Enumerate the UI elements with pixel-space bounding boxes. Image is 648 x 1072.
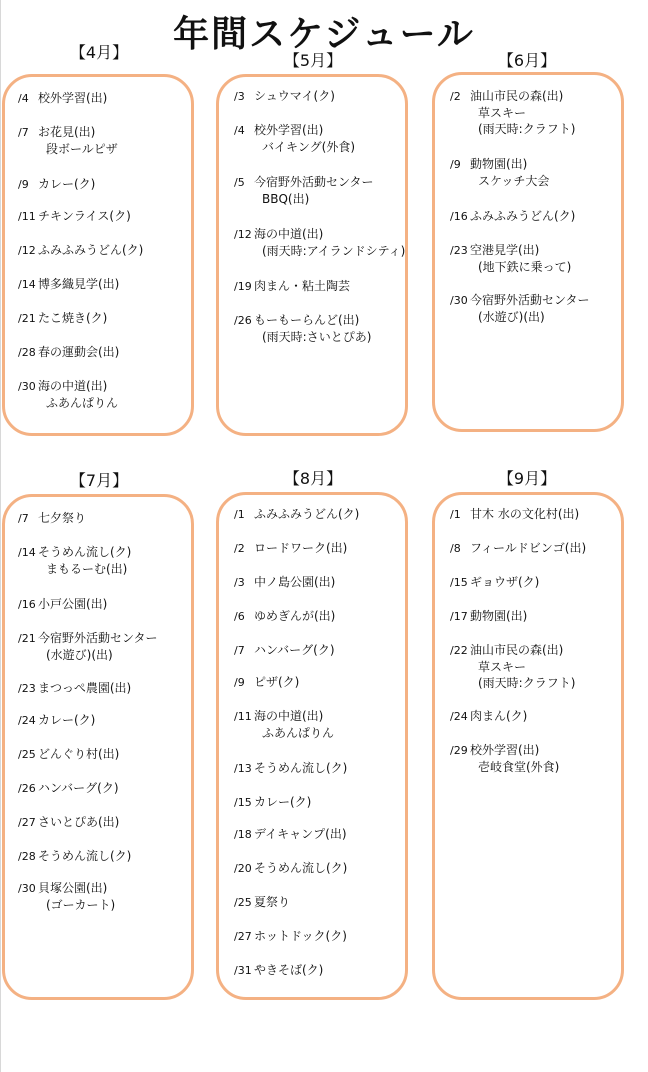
entry-event: まつっぺ農園(出) [38,681,132,695]
schedule-entry [234,540,347,557]
month-heading: 【8月】 [283,469,343,488]
entry-detail: (雨天時:さいとぴあ) [262,330,372,344]
schedule-entry [234,608,335,625]
entry-date: /27 [18,816,36,829]
schedule-entry [450,208,575,225]
schedule-entry [18,208,131,225]
entry-event: そうめん流し(ク) [254,861,348,875]
schedule-entry [450,506,579,523]
schedule-entry [234,894,290,911]
month-heading: 【7月】 [69,471,129,490]
entry-event: 小戸公園(出) [38,597,108,611]
schedule-entry [450,156,549,189]
entry-date: /9 [234,676,245,689]
entry-date: /9 [450,158,461,171]
entry-date: /14 [18,278,36,291]
schedule-entry [234,642,335,659]
schedule-entry [18,880,115,913]
page-title: 年間スケジュール [173,14,475,55]
entry-date: /25 [234,896,252,909]
schedule-entry [234,312,371,345]
entry-date: /24 [450,710,468,723]
entry-event: ふみふみうどん(ク) [470,209,576,223]
entry-date: /2 [234,542,245,555]
schedule-entry [18,90,107,107]
month-heading: 【5月】 [283,51,343,70]
entry-date: /5 [234,176,245,189]
entry-date: /14 [18,546,36,559]
schedule-entry [234,794,311,811]
entry-date: /4 [18,92,29,105]
entry-event: やきそば(ク) [254,963,324,977]
schedule-entry [234,708,334,741]
entry-date: /11 [234,710,252,723]
entry-event: 今宿野外活動センター [470,293,590,307]
entry-detail: まもるーむ(出) [46,562,128,576]
schedule-entry [450,642,575,691]
month-heading: 【4月】 [69,43,129,62]
entry-event: ピザ(ク) [254,675,300,689]
entry-date: /7 [18,126,29,139]
entry-date: /23 [18,682,36,695]
entry-date: /15 [450,576,468,589]
entry-event: 動物園(出) [470,609,528,623]
entry-event: さいとぴあ(出) [38,815,120,829]
schedule-entry [234,760,347,777]
schedule-entry [18,814,119,831]
entry-detail: (雨天時:アイランドシティ) [262,244,406,258]
entry-event: ゆめぎんが(出) [254,609,336,623]
schedule-entry [18,378,118,411]
entry-event: カレー(ク) [38,713,96,727]
entry-detail: (雨天時:クラフト) [478,676,576,690]
entry-event: 七夕祭り [38,511,87,525]
entry-detail: (雨天時:クラフト) [478,122,576,136]
entry-event: ふみふみうどん(ク) [38,243,144,257]
entry-detail: (ゴーカート) [46,898,116,912]
entry-detail: ふあんぱりん [46,396,119,410]
entry-detail: バイキング(外食) [262,140,356,154]
entry-date: /1 [234,508,245,521]
entry-event: 春の運動会(出) [38,345,120,359]
entry-event: 油山市民の森(出) [470,643,564,657]
entry-date: /6 [234,610,245,623]
schedule-entry [18,630,158,663]
entry-event: お花見(出) [38,125,96,139]
entry-event: どんぐり村(出) [38,747,120,761]
month-box [216,492,408,1000]
schedule-entry [450,540,586,557]
entry-detail: ふあんぱりん [262,726,335,740]
entry-event: カレー(ク) [254,795,312,809]
schedule-entry [18,510,86,527]
schedule-entry [234,506,359,523]
entry-date: /16 [450,210,468,223]
schedule-entry [18,848,131,865]
entry-date: /19 [234,280,252,293]
schedule-entry [234,674,299,691]
schedule-entry [18,124,118,157]
schedule-entry [450,88,575,137]
entry-event: 今宿野外活動センター [38,631,158,645]
entry-date: /30 [18,882,36,895]
entry-event: 貝塚公園(出) [38,881,108,895]
entry-detail: (地下鉄に乗って) [478,260,572,274]
schedule-entry [18,276,119,293]
entry-event: そうめん流し(ク) [38,545,132,559]
schedule-entry [450,708,527,725]
entry-date: /21 [18,312,36,325]
entry-event: チキンライス(ク) [38,209,131,223]
entry-detail: (水遊び)(出) [46,648,113,662]
entry-date: /25 [18,748,36,761]
schedule-entry [234,88,335,105]
entry-date: /1 [450,508,461,521]
entry-event: 校外学習(出) [254,123,324,137]
schedule-entry [234,826,347,843]
entry-event: 油山市民の森(出) [470,89,564,103]
entry-event: 空港見学(出) [470,243,540,257]
schedule-entry [450,242,571,275]
entry-detail: BBQ(出) [262,192,310,206]
entry-event: 中ノ島公園(出) [254,575,336,589]
entry-event: ハンバーグ(ク) [254,643,335,657]
entry-date: /26 [234,314,252,327]
entry-date: /16 [18,598,36,611]
entry-event: ギョウザ(ク) [470,575,540,589]
entry-event: ふみふみうどん(ク) [254,507,360,521]
entry-date: /20 [234,862,252,875]
entry-event: ホットドック(ク) [254,929,347,943]
entry-date: /26 [18,782,36,795]
entry-event: デイキャンプ(出) [254,827,347,841]
schedule-entry [18,680,131,697]
entry-event: 校外学習(出) [470,743,540,757]
schedule-entry [234,122,355,155]
entry-date: /8 [450,542,461,555]
entry-date: /12 [234,228,252,241]
entry-event: たこ焼き(ク) [38,311,108,325]
entry-date: /24 [18,714,36,727]
entry-detail: 段ボールピザ [46,142,118,156]
entry-event: 海の中道(出) [254,709,324,723]
entry-detail: 壱岐食堂(外食) [478,760,560,774]
entry-event: ハンバーグ(ク) [38,781,119,795]
entry-event: ロードワーク(出) [254,541,348,555]
entry-date: /3 [234,576,245,589]
entry-event: フィールドビンゴ(出) [470,541,587,555]
entry-detail: 草スキー [478,106,527,120]
entry-date: /31 [234,964,252,977]
entry-date: /7 [234,644,245,657]
entry-date: /15 [234,796,252,809]
schedule-entry [18,712,95,729]
schedule-entry [234,928,347,945]
entry-event: 動物園(出) [470,157,528,171]
schedule-entry [234,962,323,979]
entry-date: /2 [450,90,461,103]
schedule-entry [234,174,374,207]
schedule-entry [450,574,539,591]
entry-event: 甘木 水の文化村(出) [470,507,580,521]
entry-event: 肉まん(ク) [470,709,528,723]
entry-date: /29 [450,744,468,757]
entry-date: /28 [18,346,36,359]
entry-date: /28 [18,850,36,863]
entry-detail: (水遊び)(出) [478,310,545,324]
entry-detail: スケッチ大会 [478,174,550,188]
schedule-entry [18,544,131,577]
entry-date: /7 [18,512,29,525]
entry-event: 今宿野外活動センター [254,175,374,189]
page-left-border [0,0,1,1072]
entry-event: そうめん流し(ク) [254,761,348,775]
entry-date: /4 [234,124,245,137]
entry-date: /12 [18,244,36,257]
entry-date: /21 [18,632,36,645]
entry-event: 海の中道(出) [38,379,108,393]
entry-event: 肉まん・粘土陶芸 [254,279,351,293]
entry-date: /30 [18,380,36,393]
schedule-entry [450,742,559,775]
entry-event: そうめん流し(ク) [38,849,132,863]
schedule-entry [18,310,107,327]
schedule-entry [18,176,95,193]
entry-event: 海の中道(出) [254,227,324,241]
schedule-entry [234,226,405,259]
schedule-entry [18,596,107,613]
entry-date: /22 [450,644,468,657]
schedule-entry [234,574,335,591]
entry-date: /9 [18,178,29,191]
entry-date: /13 [234,762,252,775]
entry-date: /11 [18,210,36,223]
schedule-entry [18,344,119,361]
entry-date: /17 [450,610,468,623]
entry-event: もーもーらんど(出) [254,313,360,327]
entry-date: /3 [234,90,245,103]
schedule-entry [18,780,119,797]
entry-event: 博多織見学(出) [38,277,120,291]
entry-event: 夏祭り [254,895,291,909]
month-heading: 【9月】 [497,469,557,488]
entry-event: シュウマイ(ク) [254,89,335,103]
schedule-entry [234,278,350,295]
month-heading: 【6月】 [497,51,557,70]
schedule-entry [234,860,347,877]
schedule-entry [18,242,143,259]
schedule-entry [450,292,590,325]
entry-event: 校外学習(出) [38,91,108,105]
schedule-entry [18,746,119,763]
entry-event: カレー(ク) [38,177,96,191]
schedule-entry [450,608,527,625]
entry-date: /18 [234,828,252,841]
entry-date: /27 [234,930,252,943]
entry-detail: 草スキー [478,660,527,674]
entry-date: /30 [450,294,468,307]
entry-date: /23 [450,244,468,257]
